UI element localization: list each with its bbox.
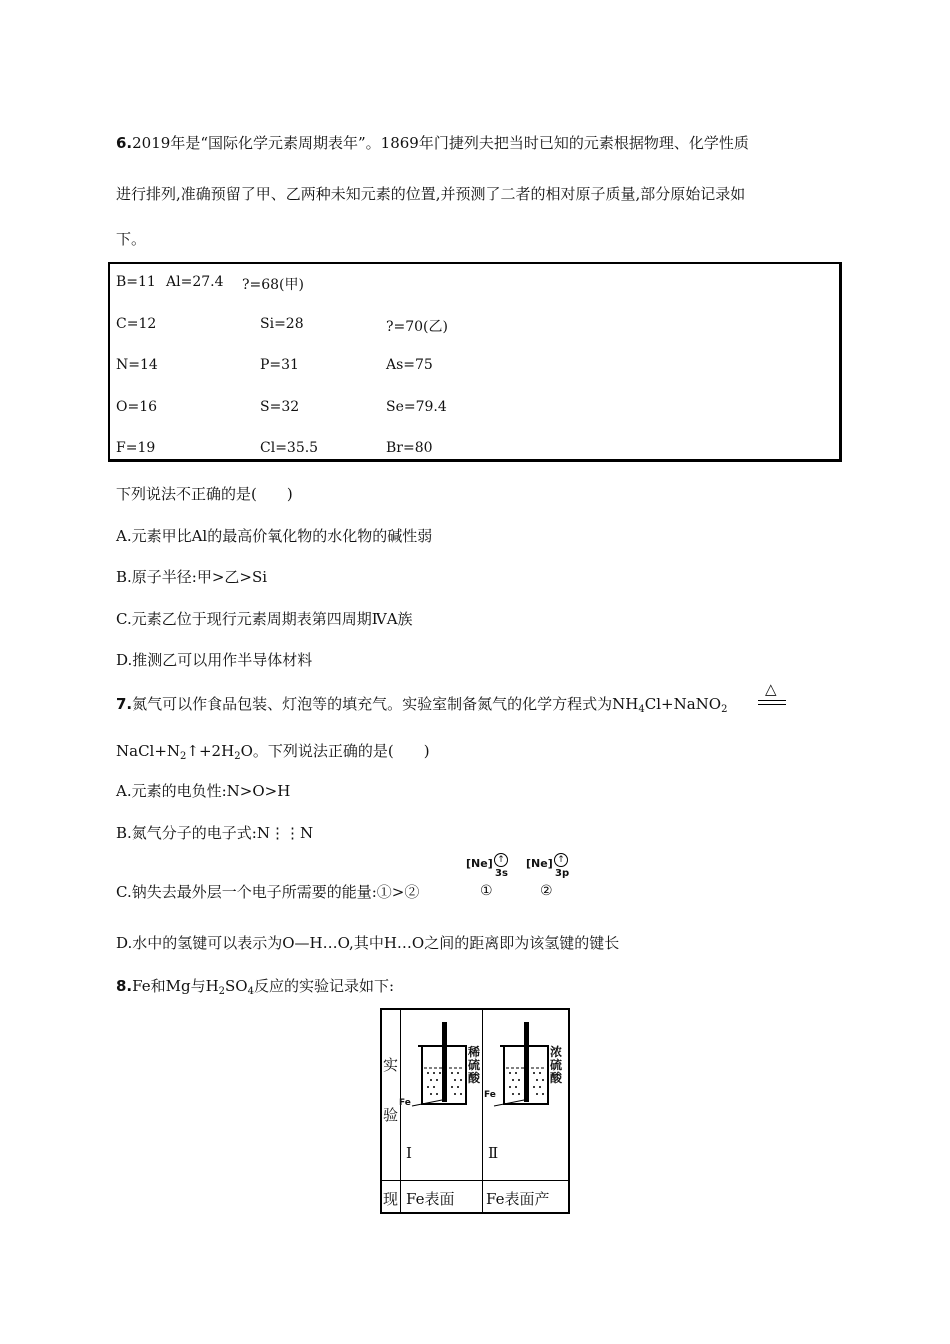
q6-line3: 下。 (116, 230, 147, 248)
q6-line2: 进行排列,准确预留了甲、乙两种未知元素的位置,并预测了二者的相对原子质量,部分原始记录如 (116, 185, 746, 203)
config-2: [Ne] (526, 857, 553, 870)
reaction-condition (758, 680, 786, 710)
acid-char: 稀 (468, 1045, 481, 1059)
q8-text-a: Fe和Mg与H (132, 977, 219, 995)
table-cell: Al=27.4 (166, 274, 224, 290)
grid-line (400, 1010, 401, 1212)
q8-text-c: 反应的实验记录如下: (253, 977, 395, 995)
q6-option-d: D.推测乙可以用作半导体材料 (116, 651, 313, 669)
mark-2: ② (540, 883, 553, 899)
electron-config-figure (466, 853, 576, 903)
table-cell: N=14 (116, 357, 158, 373)
q8-number: 8. (116, 977, 133, 995)
table-cell: ?=70(乙) (386, 319, 448, 335)
table-cell: As=75 (386, 357, 433, 373)
q7-text-2a: NaCl+N (116, 742, 181, 760)
orbital-2: 3p (555, 868, 570, 879)
acid-char: 浓 (550, 1045, 563, 1059)
element-table (108, 262, 842, 462)
row-head-2: 现 (383, 1190, 399, 1208)
grid-line (482, 1010, 483, 1212)
row-head-1b: 验 (383, 1106, 399, 1124)
acid-char: 硫 (550, 1058, 563, 1072)
experiment-label-2: Ⅱ (488, 1144, 499, 1162)
fe-label-1: Fe (399, 1098, 411, 1108)
acid-char: 酸 (550, 1071, 563, 1085)
q7-text-2c: O。下列说法正确的是( ) (240, 742, 430, 760)
orbital-arrow-icon: ↑ (554, 853, 568, 867)
subscript: 2 (721, 704, 728, 715)
table-cell: F=19 (116, 440, 156, 456)
q7-text-2b: ↑+2H (186, 742, 235, 760)
q7-option-c: C.钠失去最外层一个电子所需要的能量:①>② (116, 883, 420, 901)
q7-option-d: D.水中的氢键可以表示为O—H…O,其中H…O之间的距离即为该氢键的键长 (116, 934, 620, 952)
q7-number: 7. (116, 695, 133, 713)
q7-option-b: B.氮气分子的电子式:N⋮⋮N (116, 824, 314, 842)
q6-question: 下列说法不正确的是( ) (116, 485, 293, 503)
observation-2: Fe表面产 (486, 1190, 550, 1208)
table-cell: O=16 (116, 399, 158, 415)
acid-char: 硫 (468, 1058, 481, 1072)
grid-line (382, 1180, 568, 1181)
config-1: [Ne] (466, 857, 493, 870)
orbital-arrow-icon: ↑ (494, 853, 508, 867)
fe-label-2: Fe (484, 1090, 496, 1100)
acid-label-concentrated (550, 1046, 562, 1085)
subscript: 2 (218, 986, 226, 997)
table-cell: Si=28 (260, 316, 304, 332)
subscript: 2 (234, 751, 241, 762)
row-head-1a: 实 (383, 1056, 399, 1074)
q7-text-1a: 氮气可以作食品包装、灯泡等的填充气。实验室制备氮气的化学方程式为NH (132, 695, 639, 713)
table-cell: ?=68(甲) (242, 277, 304, 293)
table-cell: Se=79.4 (386, 399, 447, 415)
table-cell: Br=80 (386, 440, 433, 456)
heat-symbol: △ (765, 680, 777, 698)
q7-text-1b: Cl+NaNO (644, 695, 722, 713)
observation-1: Fe表面 (406, 1190, 455, 1208)
equals-line-bottom (758, 704, 786, 705)
experiment-label-1: Ⅰ (406, 1144, 412, 1162)
table-cell: P=31 (260, 357, 299, 373)
q6-option-a: A.元素甲比Al的最高价氧化物的水化物的碱性弱 (116, 527, 433, 545)
q7-line1 (116, 693, 727, 714)
q7-line2 (116, 740, 430, 761)
q6-line1 (116, 132, 749, 153)
acid-char: 酸 (468, 1071, 481, 1085)
q6-number: 6. (116, 134, 133, 152)
experiment-table (380, 1008, 570, 1214)
table-cell: C=12 (116, 316, 157, 332)
subscript: 4 (247, 986, 254, 997)
subscript: 2 (180, 751, 187, 762)
q6-text-1: 2019年是“国际化学元素周期表年”。1869年门捷列夫把当时已知的元素根据物理、化学性质 (132, 134, 749, 152)
q8-line (116, 975, 394, 996)
table-cell: B=11 (116, 274, 156, 290)
subscript: 4 (638, 704, 645, 715)
table-cell: S=32 (260, 399, 300, 415)
q6-option-b: B.原子半径:甲>乙>Si (116, 568, 268, 586)
orbital-1: 3s (495, 868, 508, 879)
acid-label-dilute (468, 1046, 480, 1085)
mark-1: ① (480, 883, 493, 899)
q8-text-b: SO (225, 977, 248, 995)
equals-line-top (758, 700, 786, 701)
q6-option-c: C.元素乙位于现行元素周期表第四周期ⅣA族 (116, 610, 413, 628)
q7-option-a: A.元素的电负性:N>O>H (116, 782, 291, 800)
table-cell: Cl=35.5 (260, 440, 319, 456)
